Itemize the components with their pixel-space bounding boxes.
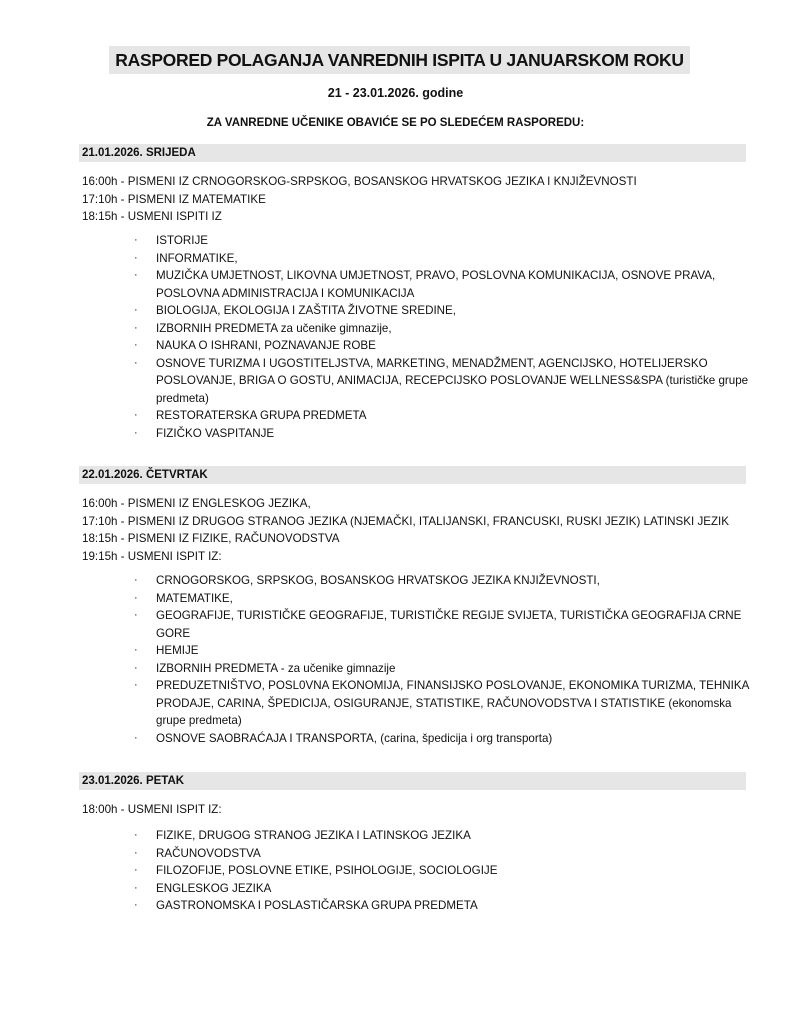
list-item	[130, 320, 750, 338]
subject-list-day-3	[130, 827, 750, 915]
day-header-thursday	[79, 466, 746, 484]
time-slot: 16:00h - PISMENI IZ CRNOGORSKOG-SRPSKOG, BOSANSKOG HRVATSKOG JEZIKA I KNJIŽEVNOSTI	[82, 175, 637, 188]
list-item	[130, 862, 750, 880]
subject-text: MUZIČKA UMJETNOST, LIKOVNA UMJETNOST, PRAVO, POSLOVNA KOMUNIKACIJA, OSNOVE PRAVA, POSLOVNA ADMINISTRACIJA I KOMUNIKACIJA	[156, 269, 716, 300]
bullet-icon: ·	[134, 409, 138, 421]
list-item	[130, 607, 750, 642]
list-item	[130, 302, 750, 320]
subject-text: CRNOGORSKOG, SRPSKOG, BOSANSKOG HRVATSKOG JEZIKA KNJIŽEVNOSTI,	[156, 574, 600, 587]
bullet-icon: ·	[134, 304, 138, 316]
subject-text: BIOLOGIJA, EKOLOGIJA I ZAŠTITA ŽIVOTNE SREDINE,	[156, 304, 456, 317]
list-item	[130, 250, 750, 268]
bullet-icon: ·	[134, 591, 138, 604]
list-item	[130, 355, 750, 408]
list-item	[130, 337, 750, 355]
time-slot: 16:00h - PISMENI IZ ENGLESKOG JEZIKA,	[82, 497, 311, 510]
time-slot: 18:15h - PISMENI IZ FIZIKE, RAČUNOVODSTVA	[82, 532, 340, 545]
list-item	[130, 425, 750, 443]
subject-text: ISTORIJE	[156, 234, 208, 247]
subject-text: IZBORNIH PREDMETA - za učenike gimnazije	[156, 661, 396, 675]
bullet-icon: ·	[134, 864, 138, 876]
bullet-icon: ·	[134, 234, 138, 246]
subject-text: NAUKA O ISHRANI, POZNAVANJE ROBE	[156, 339, 376, 352]
bullet-icon: ·	[134, 251, 138, 264]
subject-text: OSNOVE TURIZMA I UGOSTITELJSTVA, MARKETING, MENADŽMENT, AGENCIJSKO, HOTELIJERSKO POSLOVANJE, BRIGA O GOSTU, ANIMACIJA, RECEPCIJSKO POSLOVANJE WELLNESS&SPA (turističke grupe predmeta)	[156, 356, 749, 405]
day-heading: 21.01.2026. SRIJEDA	[82, 147, 196, 159]
list-item	[130, 677, 750, 730]
bullet-icon: ·	[134, 846, 138, 859]
time-slots-day-3	[82, 801, 762, 819]
list-item	[130, 232, 750, 250]
list-item	[130, 642, 750, 660]
subject-text: RESTORATERSKA GRUPA PREDMETA	[156, 409, 367, 422]
subject-text: FIZIČKO VASPITANJE	[156, 426, 275, 440]
intro-text: ZA VANREDNE UČENIKE OBAVIĆE SE PO SLEDEĆEM RASPOREDU:	[206, 117, 585, 129]
time-slot: 18:15h - USMENI ISPITI IZ	[82, 210, 222, 223]
time-slot: 19:15h - USMENI ISPIT IZ:	[82, 549, 222, 563]
bullet-icon: ·	[134, 661, 138, 674]
day-header-wednesday	[79, 144, 746, 162]
subject-text: OSNOVE SAOBRAĆAJA I TRANSPORTA, (carina, špedicija i org transporta)	[156, 731, 553, 745]
bullet-icon: ·	[134, 731, 138, 744]
time-slots-day-1	[82, 173, 762, 226]
subject-text: INFORMATIKE,	[156, 251, 238, 265]
bullet-icon: ·	[134, 574, 138, 586]
bullet-icon: ·	[134, 644, 138, 656]
list-item	[130, 880, 750, 898]
list-item	[130, 407, 750, 425]
bullet-icon: ·	[134, 321, 138, 334]
day-heading: 22.01.2026. ČETVRTAK	[82, 469, 208, 481]
bullet-icon: ·	[134, 339, 138, 351]
bullet-icon: ·	[134, 269, 138, 281]
subject-text: IZBORNIH PREDMETA za učenike gimnazije,	[156, 321, 392, 335]
bullet-icon: ·	[134, 899, 138, 911]
day-header-friday	[79, 772, 746, 790]
time-slot: 18:00h - USMENI ISPIT IZ:	[82, 803, 222, 816]
list-item	[130, 660, 750, 678]
time-slot: 17:10h - PISMENI IZ DRUGOG STRANOG JEZIKA (NJEMAČKI, ITALIJANSKI, FRANCUSKI, RUSKI JEZIK) LATINSKI JEZIK	[82, 514, 730, 528]
list-item	[130, 572, 750, 590]
date-range-subtitle: 21 - 23.01.2026. godine	[327, 86, 464, 100]
subject-text: MATEMATIKE,	[156, 591, 233, 605]
list-item	[130, 845, 750, 863]
bullet-icon: ·	[134, 881, 138, 894]
list-item	[130, 730, 750, 748]
subject-list-day-1	[130, 232, 750, 442]
list-item	[130, 590, 750, 608]
title-banner	[109, 46, 690, 74]
subject-list-day-2	[130, 572, 750, 747]
day-heading: 23.01.2026. PETAK	[82, 775, 185, 787]
document-title: RASPORED POLAGANJA VANREDNIH ISPITA U JANUARSKOM ROKU	[115, 49, 684, 70]
bullet-icon: ·	[134, 609, 138, 621]
subject-text: RAČUNOVODSTVA	[156, 846, 261, 860]
list-item	[130, 827, 750, 845]
bullet-icon: ·	[134, 679, 138, 691]
bullet-icon: ·	[134, 829, 138, 841]
subject-text: GASTRONOMSKA I POSLASTIČARSKA GRUPA PREDMETA	[156, 899, 478, 912]
list-item	[130, 267, 750, 302]
subject-text: FILOZOFIJE, POSLOVNE ETIKE, PSIHOLOGIJE, SOCIOLOGIJE	[156, 864, 498, 877]
subject-text: GEOGRAFIJE, TURISTIČKE GEOGRAFIJE, TURISTIČKE REGIJE SVIJETA, TURISTIČKA GEOGRAFIJA CRNE GORE	[156, 609, 742, 640]
time-slots-day-2	[82, 495, 762, 565]
subject-text: FIZIKE, DRUGOG STRANOG JEZIKA I LATINSKOG JEZIKA	[156, 829, 471, 842]
bullet-icon: ·	[134, 426, 138, 439]
subject-text: PREDUZETNIŠTVO, POSL0VNA EKONOMIJA, FINANSIJSKO POSLOVANJE, EKONOMIKA TURIZMA, TEHNIKA PRODAJE, CARINA, ŠPEDICIJA, OSIGURANJE, STATISTIKE, RAČUNOVODSTVA I STATISTIKE (ekonomska grupe predmeta)	[156, 679, 749, 727]
subject-text: ENGLESKOG JEZIKA	[156, 881, 272, 895]
subject-text: HEMIJE	[156, 644, 199, 657]
list-item	[130, 897, 750, 915]
time-slot: 17:10h - PISMENI IZ MATEMATIKE	[82, 192, 266, 206]
bullet-icon: ·	[134, 356, 138, 369]
